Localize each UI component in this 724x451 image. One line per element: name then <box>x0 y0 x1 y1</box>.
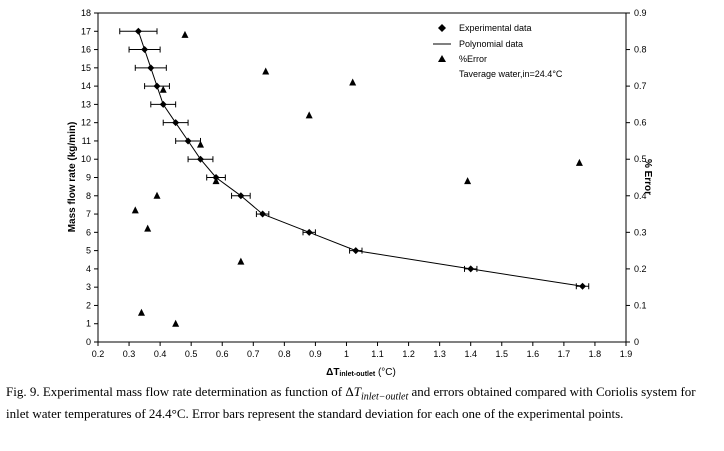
y-tick-label: 12 <box>80 117 91 128</box>
y-tick-label: 4 <box>85 263 91 274</box>
y-tick-label: 7 <box>85 209 91 220</box>
experimental-point <box>154 83 161 90</box>
y-tick-label: 10 <box>80 154 91 165</box>
error-point <box>197 141 204 148</box>
x-tick-label: 0.5 <box>184 349 198 359</box>
y-tick-label: 18 <box>80 8 91 18</box>
x-tick-label: 1.3 <box>433 349 446 359</box>
y2-tick-label: 0.9 <box>634 8 647 18</box>
x-axis-title: ΔTinlet-outlet (°C) <box>326 367 396 378</box>
x-tick-label: 1.9 <box>619 349 633 359</box>
error-point <box>262 67 269 74</box>
caption-math-subscript: inlet−outlet <box>360 391 409 403</box>
x-axis-ticks <box>92 342 633 359</box>
error-point <box>576 159 583 166</box>
experimental-point <box>135 28 142 35</box>
y-tick-label: 5 <box>85 245 91 256</box>
y-tick-label: 2 <box>85 300 91 311</box>
y-tick-label: 0 <box>85 337 91 347</box>
caption-text-end: and errors obtained compared with Coriolis system for inlet water temperatures of 24.4°C. Error bars represent the standard deviation for each one of the experimental points. <box>6 384 696 421</box>
y-tick-label: 8 <box>85 190 91 201</box>
error-point <box>132 206 139 213</box>
y2-tick-label: 0.6 <box>634 117 647 128</box>
caption-text-start: Fig. 9. Experimental mass flow rate determination as function of Δ <box>6 384 354 399</box>
x-tick-label: 1.1 <box>371 349 384 359</box>
y-tick-label: 15 <box>80 62 91 73</box>
experimental-point <box>579 283 586 290</box>
experimental-point <box>467 265 474 272</box>
y2-tick-label: 0.1 <box>634 300 647 311</box>
x-tick-label: 1.8 <box>588 349 602 359</box>
x-tick-label: 0.6 <box>215 349 229 359</box>
y2-tick-label: 0.8 <box>634 44 647 55</box>
y-tick-label: 9 <box>85 172 91 183</box>
x-tick-label: 1.5 <box>495 349 509 359</box>
experimental-point <box>172 119 179 126</box>
y2-tick-label: 0.7 <box>634 81 647 92</box>
y2-tick-label: 0 <box>634 337 640 347</box>
x-tick-label: 1 <box>343 349 349 359</box>
y-tick-label: 14 <box>80 81 91 92</box>
error-point <box>306 111 313 118</box>
experimental-point <box>160 101 167 108</box>
y2-tick-label: 0.3 <box>634 227 647 238</box>
annotation-temperature: Taverage water,in=24.4°C <box>459 69 563 79</box>
legend-label-error: %Error <box>459 54 488 64</box>
legend-marker-error <box>438 55 446 62</box>
experimental-point <box>352 247 359 254</box>
x-tick-label: 1.2 <box>402 349 415 359</box>
error-point <box>138 309 145 316</box>
plot-area <box>98 13 626 342</box>
x-tick-label: 1.4 <box>464 349 477 359</box>
error-point <box>464 177 471 184</box>
y-tick-label: 6 <box>85 227 91 238</box>
y2-axis-title: % Error <box>642 158 653 196</box>
legend-label-polynomial: Polynomial data <box>459 39 524 49</box>
x-tick-label: 0.9 <box>309 349 322 359</box>
figure-caption <box>6 384 718 422</box>
x-tick-label: 0.8 <box>278 349 291 359</box>
x-tick-label: 0.4 <box>153 349 167 359</box>
error-point <box>349 78 356 85</box>
error-point <box>237 258 244 265</box>
y-tick-label: 11 <box>81 135 91 146</box>
y-tick-label: 13 <box>80 99 91 110</box>
error-point <box>154 192 161 199</box>
y-tick-label: 1 <box>85 318 91 329</box>
y-axis-title: Mass flow rate (kg/min) <box>67 121 78 233</box>
x-tick-label: 0.7 <box>247 349 260 359</box>
y2-tick-label: 0.2 <box>634 263 647 274</box>
error-point <box>181 31 188 38</box>
experimental-point <box>141 46 148 53</box>
x-tick-label: 0.3 <box>122 349 136 359</box>
x-tick-label: 1.7 <box>557 349 571 359</box>
error-point <box>160 86 167 93</box>
experimental-point <box>306 229 313 236</box>
x-tick-label: 0.2 <box>91 349 105 359</box>
error-point <box>172 320 179 327</box>
x-tick-label: 1.6 <box>526 349 540 359</box>
plot-border <box>98 13 626 342</box>
caption-math-symbol: T <box>353 384 361 399</box>
y-tick-label: 17 <box>80 26 91 37</box>
legend-label-experimental: Experimental data <box>459 23 532 33</box>
y-tick-label: 16 <box>80 44 91 55</box>
y-axis-ticks <box>81 8 98 347</box>
legend-marker-experimental <box>438 24 446 32</box>
experimental-point <box>147 64 154 71</box>
y-tick-label: 3 <box>85 282 91 293</box>
experimental-point <box>185 137 192 144</box>
legend <box>433 23 563 79</box>
error-point <box>144 225 151 232</box>
y2-tick-label: 0.5 <box>634 154 647 165</box>
y2-tick-label: 0.4 <box>634 190 647 201</box>
